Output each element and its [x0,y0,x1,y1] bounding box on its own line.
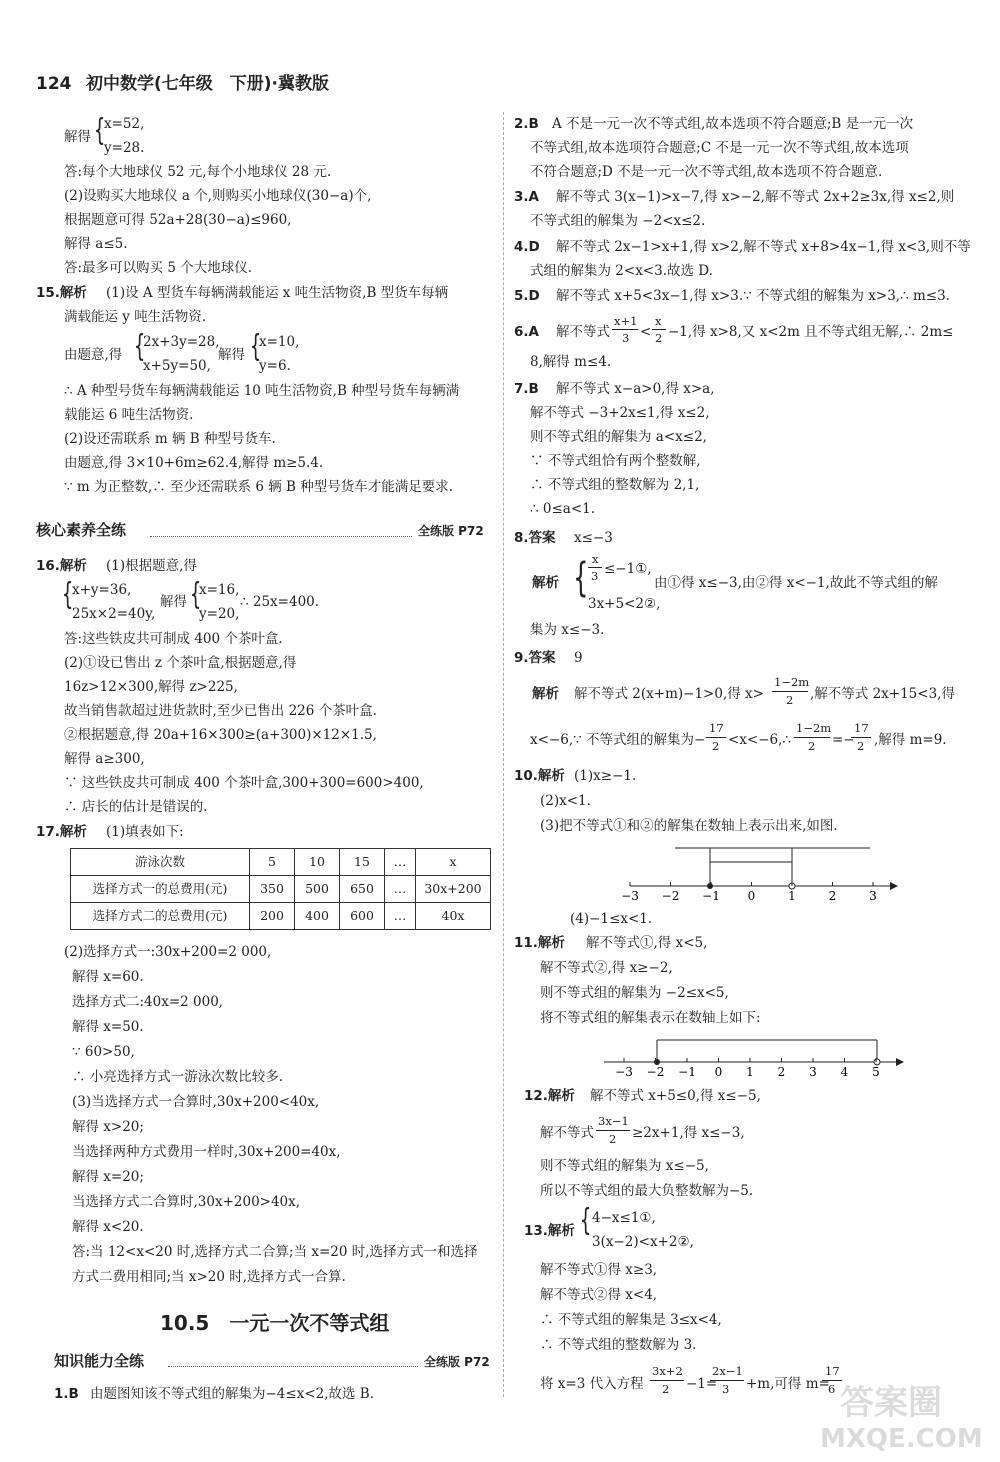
text: 16z>12×300,解得 z>225, [64,679,238,695]
text: (2)选择方式一:30x+200=2 000, [64,944,272,960]
text: 则不等式组的解集为 a<x≤2, [530,429,707,445]
fraction-bar [822,1380,842,1381]
text: y=20, [199,606,240,622]
section-heading: 知识能力全练 [54,1352,145,1370]
text: 3x+5<2②, [588,596,661,612]
tick-label: 2 [777,1065,786,1079]
text: ∵ 这些铁皮共可制成 400 个茶叶盒,300+300=600>400, [64,775,424,791]
text: ∴ 不等式组的整数解为 2,1, [530,477,700,493]
table-cell: 选择方式二的总费用(元) [71,903,250,930]
question-10: 10.解析 [514,768,565,784]
text: 由①得 x≤−3,由②得 x<−1,故此不等式组的解 [654,575,938,591]
text: (2)设还需联系 m 辆 B 种型号货车. [64,431,276,447]
table-cell: x [416,849,491,876]
text: (3)把不等式①和②的解集在数轴上表示出来,如图. [540,818,838,834]
fraction-den: 2 [786,693,794,707]
fraction-den: 2 [808,739,816,753]
text: (2)设购买大地球仪 a 个,则购买小地球仪(30−a)个, [64,188,372,204]
text: +m,可得 m= [746,1376,830,1392]
text: 2x+3y=28, [143,334,220,350]
text: 解得 x=60. [72,969,144,985]
column-divider [503,112,504,1397]
text: ∵ 不等式组恰有两个整数解, [530,453,701,469]
question-5: 5.D [514,288,540,304]
text: 选择方式二:40x=2 000, [72,994,224,1010]
tick-label: −2 [661,889,680,903]
watermark-url: MXQE.COM [820,1424,983,1454]
analysis-label: 解析 [532,575,559,591]
section-heading: 核心素养全练 [36,521,127,539]
section-title: 10.5 一元一次不等式组 [160,1311,390,1335]
text: 答:当 12<x<20 时,选择方式二合算;当 x=20 时,选择方式一和选择 [72,1244,478,1260]
watermark-logo: 答案圈 [840,1383,942,1423]
table-cell: 400 [295,903,340,930]
text: 8,解得 m≤4. [530,354,612,370]
table-cell: … [385,849,416,876]
text: < [640,324,652,340]
text: 解得 x=20; [72,1169,144,1185]
text: 不等式组,故本选项符合题意;C 不是一元一次不等式组,故本选项 [530,140,909,156]
fraction-bar [706,737,726,738]
tick-label: 3 [869,889,877,903]
table-cell: 200 [250,903,295,930]
text: y=28. [104,140,145,156]
page-number: 124 [36,74,72,94]
table-cell: 40x [416,903,491,930]
question-4: 4.D [514,239,540,255]
tick-label: 0 [714,1065,723,1079]
text: 不符合题意;D 不是一元一次不等式组,故本选项不符合题意. [530,164,883,180]
tick-label: −1 [702,889,720,903]
text: 集为 x≤−3. [530,622,605,638]
text: ∵ 60>50, [72,1044,135,1060]
brace: { [573,555,589,601]
text: 满载能运 y 吨生活物资. [64,309,207,325]
question-8: 8.答案 [514,530,556,546]
text: 解得 [160,594,187,610]
text: 解不等式①得 x≥3, [540,1262,658,1278]
number-line-1 [600,840,900,905]
text: x+y=36, [72,582,132,598]
brace: { [579,1203,592,1238]
text: 载能运 6 吨生活物资. [64,407,194,423]
text: 解得 [218,347,245,363]
text: 解不等式②得 x<4, [540,1287,658,1303]
fraction-den: 2 [857,739,865,753]
fraction-num: 1−2m [796,721,832,735]
fraction-num: 3x−1 [598,1114,629,1128]
fraction-den: 2 [655,331,663,345]
text: 则不等式组的解集为 x≤−5, [540,1158,709,1174]
fraction-bar [794,737,830,738]
text: 4−x≤1①, [592,1210,656,1226]
question-6: 6.A [514,324,539,340]
text: (2)①设已售出 z 个茶叶盒,根据题意,得 [64,655,297,671]
fraction-num: x [655,314,662,328]
text: 3(x−2)<x+2②, [592,1234,694,1250]
text: 将不等式组的解集表示在数轴上如下: [540,1010,761,1026]
text: ≤−1①, [604,561,652,577]
tick-label: 3 [809,1065,817,1079]
text: x=52, [104,116,145,132]
tick-label: 1 [746,1065,754,1079]
brace: { [189,577,202,612]
tick-label: 4 [840,1065,849,1079]
text: (2)x<1. [540,793,591,809]
text: 答:每个大地球仪 52 元,每个小地球仪 28 元. [64,164,332,180]
analysis-label: 解析 [532,686,559,702]
text: −1= [686,1376,718,1392]
text: 方式二费用相同;当 x>20 时,选择方式一合算. [72,1269,346,1285]
fraction-bar [652,329,666,330]
number-line-2 [600,1032,910,1080]
fraction-den: 2 [609,1132,617,1146]
text: 根据题意可得 52a+28(30−a)≤960, [64,212,292,228]
text: 由题意,得 3×10+6m≥62.4,解得 m≥5.4. [64,455,324,471]
text: 解不等式 x−a>0,得 x>a, [556,381,715,397]
table-cell: 500 [295,876,340,903]
text: (1)x≥−1. [574,768,637,784]
text: 所以不等式组的最大负整数解为−5. [540,1183,754,1199]
fraction-num: 17 [854,721,869,735]
fraction-bar [588,567,602,568]
text: 解不等式 2x−1>x+1,得 x>2,解不等式 x+8>4x−1,得 x<3,则不等 [556,239,971,255]
brace: { [61,577,74,612]
text: (3)当选择方式一合算时,30x+200<40x, [72,1094,320,1110]
question-7: 7.B [514,381,539,397]
table-cell: 600 [340,903,385,930]
text: ∵ m 为正整数,∴ 至少还需联系 6 辆 B 种型号货车才能满足要求. [64,479,454,495]
table-row [71,876,491,903]
text: 由题意,得 [64,347,123,363]
text: x=16, [199,582,240,598]
text: ,解不等式 2x+15<3,得 [810,686,955,702]
section-ref: 全练版 P72 [424,1355,490,1369]
fraction-num: 3x+2 [652,1364,683,1378]
text: 故当销售款超过进货款时,至少已售出 226 个茶叶盒. [64,703,377,719]
tick-label: 1 [788,889,796,903]
table-cell: 350 [250,876,295,903]
tick-label: −1 [678,1065,696,1079]
tick-label: 0 [747,889,756,903]
fraction-num: 1−2m [774,675,810,689]
fraction-den: 3 [622,331,630,345]
text: A 不是一元一次不等式组,故本选项不符合题意;B 是一元一次 [552,116,914,132]
text: 则不等式组的解集为 −2≤x<5, [540,985,729,1001]
table-cell: 游泳次数 [71,849,250,876]
text: 解不等式 2(x+m)−1>0,得 x> [574,686,764,702]
text: ∴ 不等式组的解集是 3≤x<4, [540,1312,722,1328]
tick-label: 5 [872,1065,880,1079]
text: 解不等式②,得 x≥−2, [540,960,673,976]
text: 解得 x>20; [72,1119,144,1135]
fraction-bar [772,691,808,692]
text: ∴ 店长的估计是错误的. [64,799,208,815]
fraction-bar [596,1130,630,1131]
question-1: 1.B [54,1386,79,1402]
question-17: 17.解析 [36,824,87,840]
text: 解得 a≥300, [64,751,145,767]
text: 答:这些铁皮共可制成 400 个茶叶盒. [64,631,283,647]
text: (1)填表如下: [106,824,184,840]
table-cell: 30x+200 [416,876,491,903]
dotted-leader [168,1366,418,1367]
fraction-den: 3 [591,569,599,583]
text: 当选择方式二合算时,30x+200>40x, [72,1194,301,1210]
table-cell: 选择方式一的总费用(元) [71,876,250,903]
text: ∴ 0≤a<1. [530,501,596,517]
fraction-den: 2 [662,1382,670,1396]
text: 解不等式 [556,324,610,340]
text: 解得 x<20. [72,1219,144,1235]
text: y=6. [259,358,291,374]
text: 25x×2=40y, [72,606,156,622]
tick-label: −2 [646,1065,665,1079]
text: ∴ 25x=400. [240,594,320,610]
question-11: 11.解析 [514,935,565,951]
question-3: 3.A [514,189,539,205]
fraction-num: 2x−1 [712,1364,743,1378]
table-cell: 15 [340,849,385,876]
text: (1)根据题意,得 [106,558,197,574]
text: 解得 x=50. [72,1019,144,1035]
table-cell: … [385,876,416,903]
section-ref: 全练版 P72 [418,524,484,538]
fraction-num: 17 [825,1364,840,1378]
text: ∴ 不等式组的整数解为 3. [540,1337,697,1353]
text: ∴ 小亮选择方式一游泳次数比较多. [72,1069,284,1085]
tick-label: 2 [828,889,837,903]
question-2: 2.B [514,116,539,132]
tick-label: −3 [615,1065,633,1079]
tick-label: −3 [621,889,639,903]
text: 解得 [64,129,91,145]
fraction-den: 2 [712,739,720,753]
text: <x<−6,∴ [728,732,792,748]
text: x+5y=50, [143,358,211,374]
dotted-leader [150,536,412,537]
text: ,解得 m=9. [874,732,947,748]
text: x≤−3 [574,530,613,546]
brace: { [93,113,106,148]
text: =− [832,732,855,748]
text: (4)−1≤x<1. [570,911,653,927]
table-cell: 10 [295,849,340,876]
text: 解不等式 x+5<3x−1,得 x>3.∵ 不等式组的解集为 x>3,∴ m≤3. [556,288,950,304]
text: −1,得 x>8,又 x<2m 且不等式组无解,∴ 2m≤ [668,324,954,340]
fee-table [70,848,491,930]
question-16: 16.解析 [36,558,87,574]
brace: { [249,329,262,364]
text: 解不等式①,得 x<5, [586,935,708,951]
book-title: 初中数学(七年级 下册)·冀教版 [86,74,329,94]
table-cell: … [385,903,416,930]
fraction-bar [851,737,871,738]
fraction-bar [710,1380,744,1381]
brace: { [133,329,146,364]
fraction-bar [612,329,638,330]
text: ≥2x+1,得 x≤−3, [632,1125,745,1141]
text: 解不等式 x+5≤0,得 x≤−5, [590,1088,761,1104]
text: ∴ A 种型号货车每辆满载能运 10 吨生活物资,B 种型号货车每辆满 [64,383,460,399]
text: x=10, [259,334,300,350]
question-9: 9.答案 [514,650,556,666]
fraction-bar [650,1380,684,1381]
question-12: 12.解析 [524,1088,575,1104]
text: 当选择两种方式费用一样时,30x+200=40x, [72,1144,341,1160]
text: 解不等式 −3+2x≤1,得 x≤2, [530,405,710,421]
text: 式组的解集为 2<x<3.故选 D. [530,263,713,279]
fraction-den: 6 [828,1382,836,1396]
text: ②根据题意,得 20a+16×300≥(a+300)×12×1.5, [64,727,377,743]
fraction-num: 17 [709,721,724,735]
fraction-den: 3 [722,1382,730,1396]
text: 不等式组的解集为 −2<x≤2. [530,213,706,229]
text: 由题图知该不等式组的解集为−4≤x<2,故选 B. [90,1386,375,1402]
text: (1)设 A 型货车每辆满载能运 x 吨生活物资,B 型货车每辆 [106,285,449,301]
question-13: 13.解析 [524,1223,575,1239]
text: 解得 a≤5. [64,236,128,252]
text: 解不等式 [540,1125,594,1141]
fraction-num: x+1 [614,314,638,328]
table-row [71,849,491,876]
text: x<−6,∵ 不等式组的解集为− [530,732,706,748]
table-cell: 650 [340,876,385,903]
table-row [71,903,491,930]
text: 9 [574,650,583,666]
text: 答:最多可以购买 5 个大地球仪. [64,260,253,276]
table-cell: 5 [250,849,295,876]
text: 将 x=3 代入方程 [540,1376,644,1392]
text: 解不等式 3(x−1)>x−7,得 x>−2,解不等式 2x+2≥3x,得 x≤2,则 [556,189,955,205]
question-15: 15.解析 [36,285,87,301]
fraction-num: x [592,552,599,566]
